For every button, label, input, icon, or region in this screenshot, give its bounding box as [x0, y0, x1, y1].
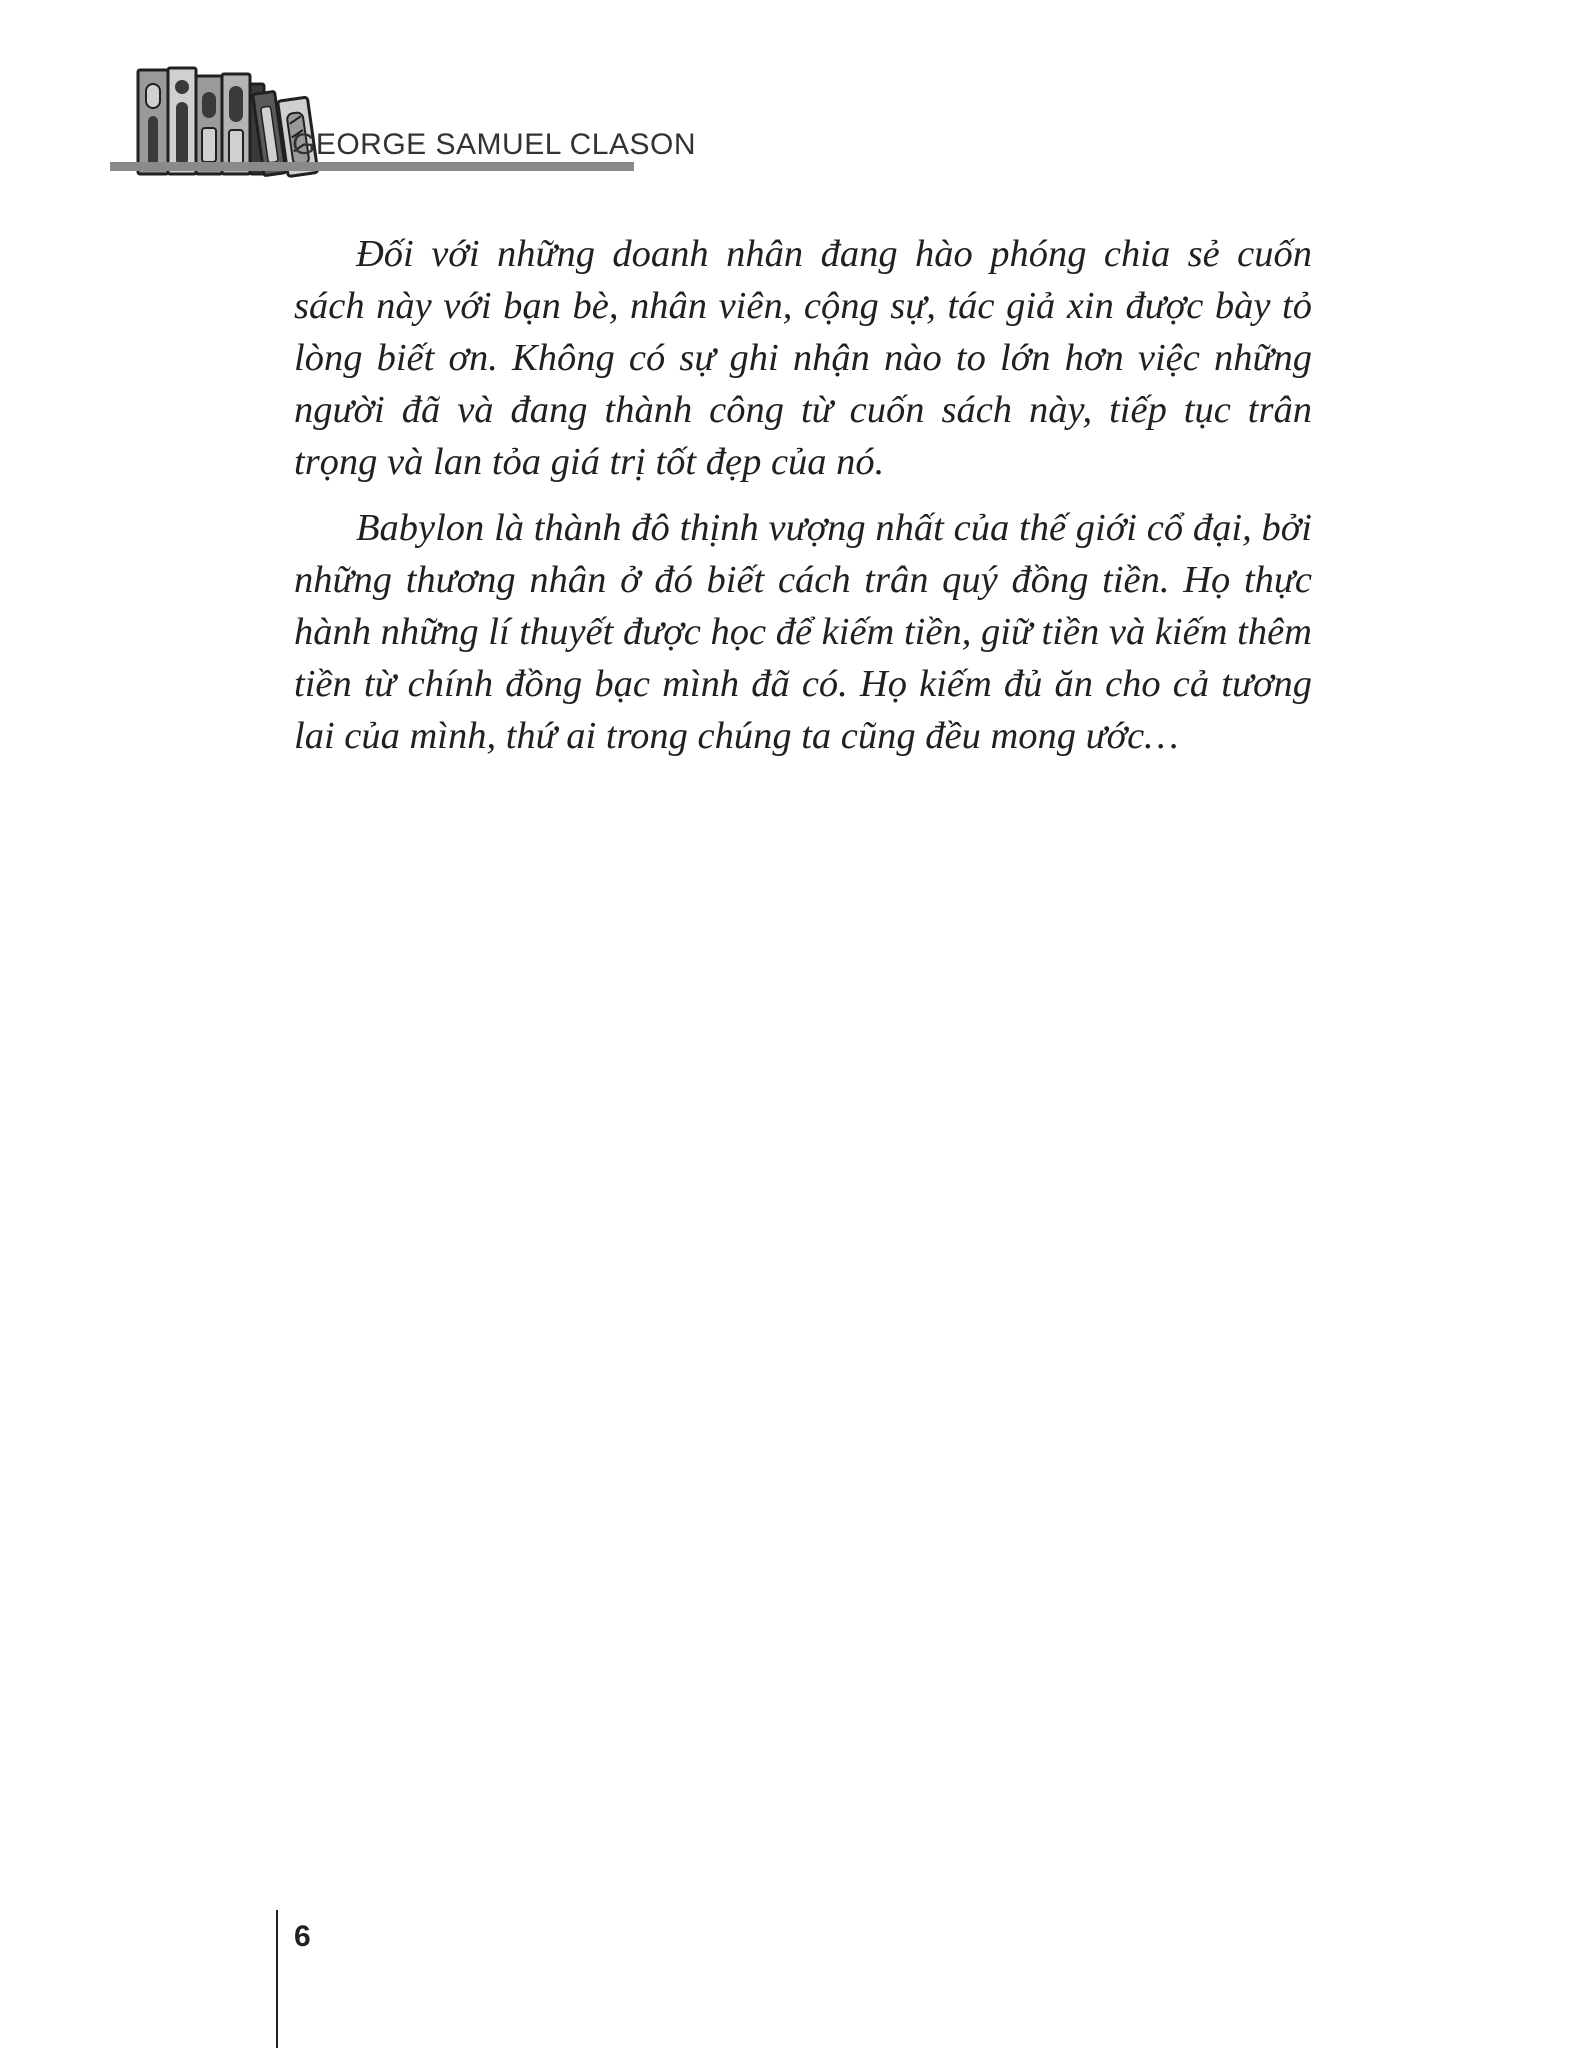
- header-rule: [110, 162, 634, 171]
- running-header: [110, 50, 696, 176]
- paragraph: Đối với những doanh nhân đang hào phóng chia sẻ cuốn sách này với bạn bè, nhân viên, cộng sự, tác giả xin được bày tỏ lòng biết ơn. Không có sự ghi nhận nào to lớn hơn việc những người đã và đang thành công từ cuốn sách này, tiếp tục trân trọng và lan tỏa giá trị tốt đẹp của nó.: [294, 233, 1312, 483]
- running-header-author: GEORGE SAMUEL CLASON: [292, 128, 696, 161]
- paragraph: Babylon là thành đô thịnh vượng nhất của thế giới cổ đại, bởi những thương nhân ở đó biết cách trân quý đồng tiền. Họ thực hành những lí thuyết được học để kiếm tiền, giữ tiền và kiếm thêm tiền từ chính đồng bạc mình đã có. Họ kiếm đủ ăn cho cả tương lai của mình, thứ ai trong chúng ta cũng đều mong ước…: [294, 507, 1312, 757]
- body-text: [294, 228, 1312, 776]
- page-number: 6: [294, 1920, 311, 1953]
- footer-rule: [276, 1910, 278, 2048]
- page-footer: [276, 1910, 336, 2048]
